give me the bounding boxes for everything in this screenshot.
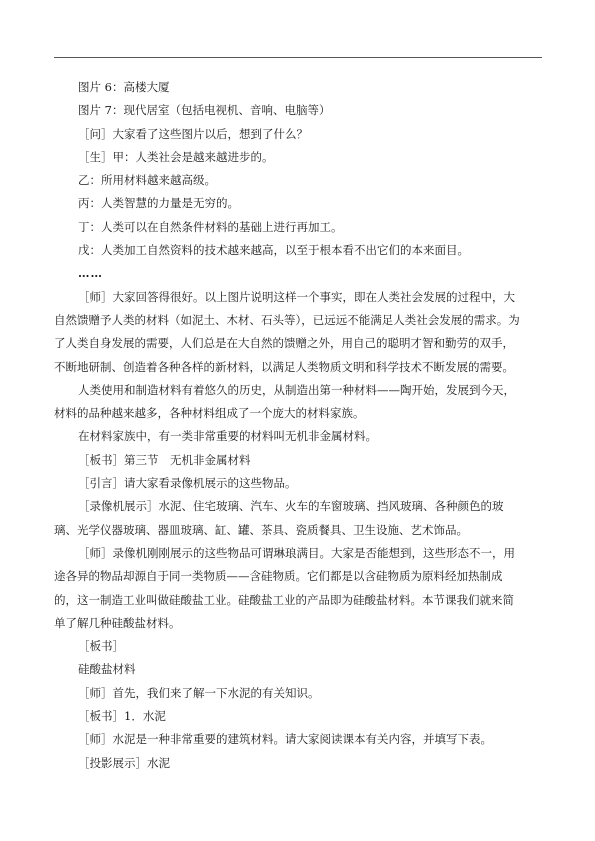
text-line: ［录像机展示］水泥、住宅玻璃、汽车、火车的车窗玻璃、挡风玻璃、各种颜色的玻 xyxy=(78,499,504,514)
text-line: ［板书］1．水泥 xyxy=(78,709,166,724)
text-line: ［生］甲：人类社会是越来越进步的。 xyxy=(78,149,274,164)
text-line: 不断地研制、创造着各种各样的新材料，以满足人类物质文明和科学技术不断发展的需要。 xyxy=(54,359,514,374)
text-line: 硅酸盐材料 xyxy=(78,662,136,677)
text-line: 璃、光学仪器玻璃、器皿玻璃、缸、罐、茶具、瓷质餐具、卫生设施、艺术饰品。 xyxy=(54,522,468,537)
text-line: ［师］录像机刚刚展示的这些物品可谓琳琅满目。大家是否能想到，这些形态不一，用 xyxy=(78,545,515,560)
text-line: ［问］大家看了这些图片以后，想到了什么？ xyxy=(78,126,308,141)
text-line: 图片 6：高楼大厦 xyxy=(78,80,170,94)
text-line: ［引言］请大家看录像机展示的这些物品。 xyxy=(78,476,297,491)
text-line: ［师］首先，我们来了解一下水泥的有关知识。 xyxy=(78,685,320,700)
text-line: ［板书］第三节 无机非金属材料 xyxy=(78,452,251,467)
text-line: 丙：人类智慧的力量是无穷的。 xyxy=(78,196,239,211)
text-line: 在材料家族中，有一类非常重要的材料叫无机非金属材料。 xyxy=(78,429,377,444)
ellipsis-line: …… xyxy=(78,266,103,281)
text-line: ［板书］ xyxy=(78,639,124,654)
text-line: ［投影展示］水泥 xyxy=(78,755,170,770)
text-line: 丁：人类可以在自然条件材料的基础上进行再加工。 xyxy=(78,219,343,234)
text-line: 的，这一制造工业叫做硅酸盐工业。硅酸盐工业的产品即为硅酸盐材料。本节课我们就来简 xyxy=(54,592,514,607)
text-line: ［师］水泥是一种非常重要的建筑材料。请大家阅读课本有关内容，并填写下表。 xyxy=(78,732,492,747)
text-line: 戊：人类加工自然资料的技术越来越高，以至于根本看不出它们的本来面目。 xyxy=(78,243,469,258)
text-line: 途各异的物品却源自于同一类物质——含硅物质。它们都是以含硅物质为原料经加热制成 xyxy=(54,569,503,584)
text-line: 单了解几种硅酸盐材料。 xyxy=(54,615,181,630)
text-line: 了人类自身发展的需要，人们总是在大自然的馈赠之外，用自己的聪明才智和勤劳的双手， xyxy=(54,336,514,351)
text-line: 材料的品种越来越多，各种材料组成了一个庞大的材料家族。 xyxy=(54,406,365,421)
header-rule xyxy=(54,57,542,58)
text-line: 自然馈赠予人类的材料（如泥土、木材、石头等），已远远不能满足人类社会发展的需求。为 xyxy=(54,312,520,327)
text-line: 图片 7：现代居室（包括电视机、音响、电脑等） xyxy=(78,103,331,118)
text-line: ［师］大家回答得很好。以上图片说明这样一个事实，即在人类社会发展的过程中，大 xyxy=(78,289,515,304)
text-line: 乙：所用材料越来越高级。 xyxy=(78,173,216,188)
text-line: 人类使用和制造材料有着悠久的历史，从制造出第一种材料——陶开始，发展到今天， xyxy=(78,382,515,397)
body-text xyxy=(54,76,550,775)
